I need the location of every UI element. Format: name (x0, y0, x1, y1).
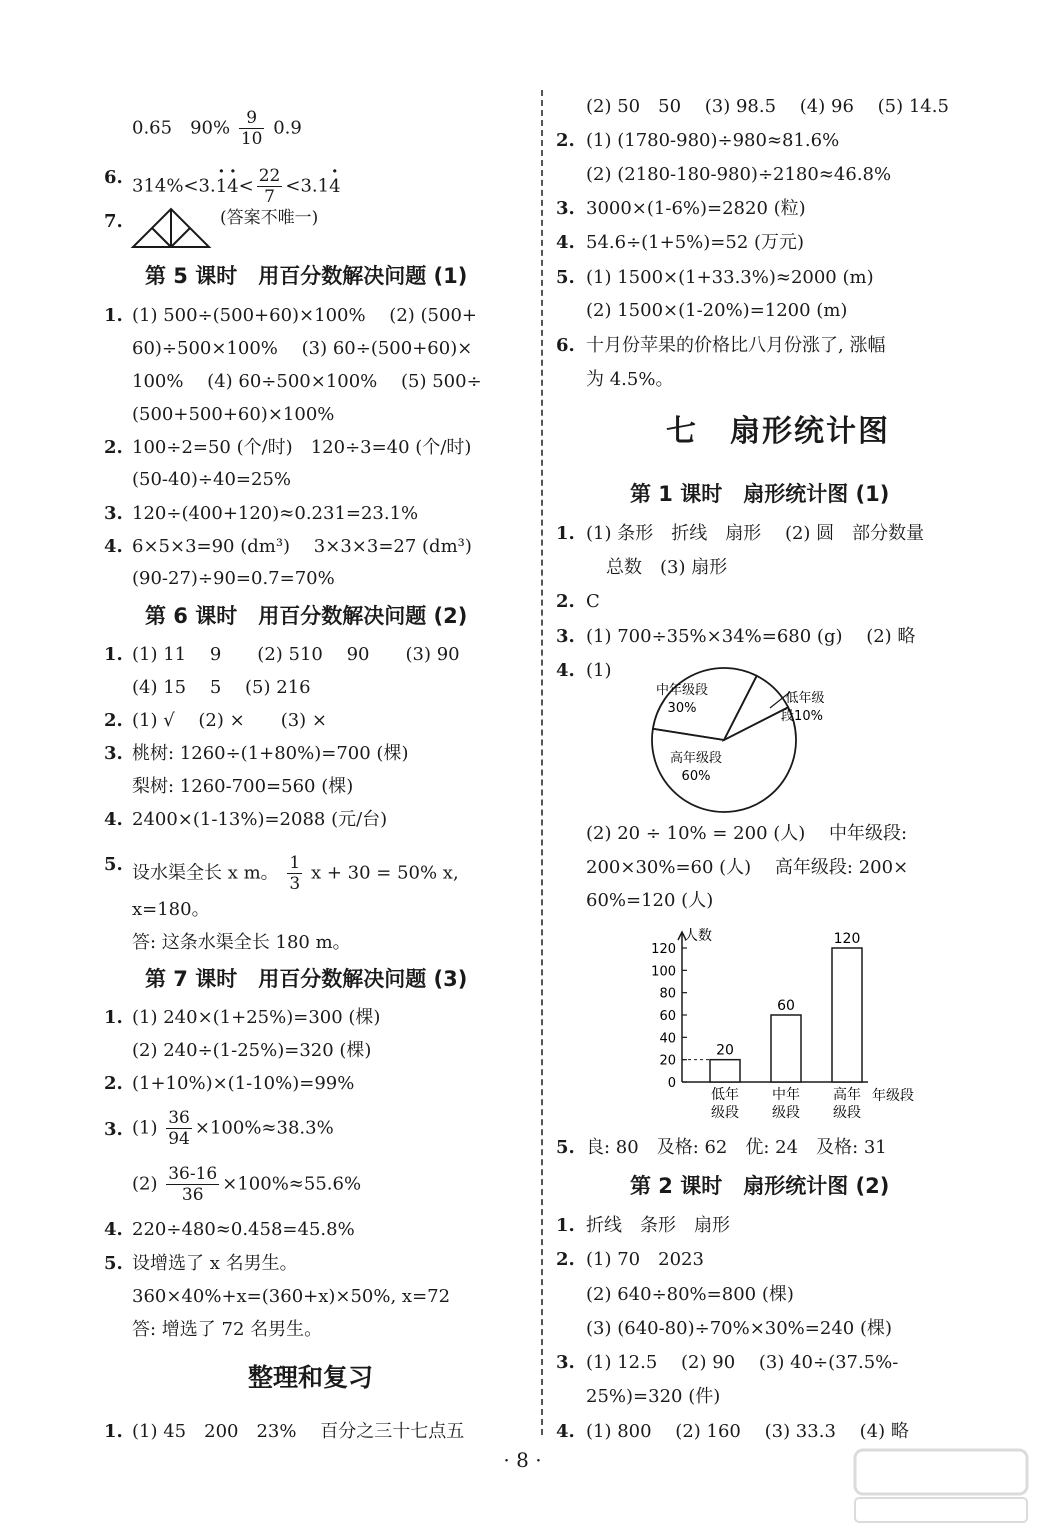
answer-line: (1) 800 (2) 160 (3) 33.3 (4) 略 (586, 1421, 909, 1442)
column-divider (541, 90, 543, 1435)
answer-line: 220÷480≈0.458=45.8% (132, 1219, 355, 1240)
question-number: 2. (556, 591, 575, 612)
answer-line: (1) (586, 660, 612, 681)
answer-line (132, 108, 302, 149)
answer-line: (1+10%)×(1-10%)=99% (132, 1073, 355, 1094)
fraction (166, 1164, 219, 1205)
answer-line: (1) 500÷(500+60)×100% (2) (500+ (132, 305, 477, 326)
question-number: 2. (104, 437, 123, 458)
answer-line: 100% (4) 60÷500×100% (5) 500÷ (132, 371, 482, 392)
question-number: 1. (104, 1007, 123, 1028)
question-number: 5. (104, 854, 123, 875)
answer-line: 200×30%=60 (人) 高年级段: 200× (586, 857, 909, 878)
fraction (239, 108, 265, 149)
pie-slice (724, 676, 788, 740)
answer-line: 设增选了 x 名男生。 (132, 1253, 298, 1274)
question-number: 2. (104, 1073, 123, 1094)
pie-chart (620, 664, 860, 816)
y-tick-label: 120 (651, 942, 676, 957)
question-number: 4. (104, 1219, 123, 1240)
answer-line: (1) 45 200 23% 百分之三十七点五 (132, 1421, 465, 1442)
answer-line: (2) 640÷80%=800 (棵) (586, 1284, 794, 1305)
text: x + 30 = 50% x, (310, 862, 459, 884)
note-text: (答案不唯一) (220, 208, 319, 228)
question-number: 3. (556, 626, 575, 647)
answer-line: (1) 11 9 (2) 510 90 (3) 90 (132, 644, 460, 665)
answer-line: (90-27)÷90=0.7=70% (132, 568, 335, 589)
repeating-digit: · 1 (216, 176, 227, 197)
answer-line: 25%)=320 (件) (586, 1386, 721, 1407)
question-number: 5. (556, 267, 575, 288)
text: ×100%≈38.3% (194, 1117, 334, 1139)
answer-line: (2) 240÷(1-25%)=320 (棵) (132, 1040, 372, 1061)
section-title: 第 1 课时 扇形统计图 (1) (630, 482, 890, 506)
answer-line: (1) (1780-980)÷980≈81.6% (586, 130, 840, 151)
question-number: 2. (104, 710, 123, 731)
text: (1) (132, 1117, 158, 1139)
question-number: 3. (104, 1119, 123, 1140)
answer-line: (3) (640-80)÷70%×30%=240 (棵) (586, 1318, 892, 1339)
question-number: 5. (104, 1253, 123, 1274)
text: 0.9 (273, 117, 302, 139)
question-number: 1. (556, 1215, 575, 1236)
question-number: 3. (104, 503, 123, 524)
question-number: 4. (556, 232, 575, 253)
pie-label-middle: 中年级段 (655, 683, 709, 698)
page-number: · 8 · (503, 1448, 542, 1472)
question-number: 6. (104, 167, 123, 188)
answer-line (132, 853, 459, 894)
answer-line: 2400×(1-13%)=2088 (元/台) (132, 809, 388, 830)
pie-label-high-pct: 60% (681, 769, 711, 784)
question-number: 1. (556, 523, 575, 544)
text: <3.1 (285, 175, 330, 197)
text: 设水渠全长 x m。 (132, 862, 279, 884)
answer-line: 60)÷500×100% (3) 60÷(500+60)× (132, 338, 473, 359)
pie-label-high: 高年级段 (669, 751, 723, 766)
y-tick-label: 40 (659, 1031, 676, 1047)
pie-label-low: 低年级 (785, 691, 825, 706)
answer-line: 良: 80 及格: 62 优: 24 及格: 31 (586, 1137, 887, 1158)
answer-line: (2) 20 ÷ 10% = 200 (人) 中年级段: (586, 823, 908, 844)
question-number: 2. (556, 130, 575, 151)
question-number: 6. (556, 335, 575, 356)
x-axis-label: 年级段 (872, 1088, 914, 1104)
y-tick-label: 80 (659, 986, 676, 1002)
answer-line: (1) 1500×(1+33.3%)≈2000 (m) (586, 267, 874, 288)
question-number: 4. (556, 1421, 575, 1442)
y-tick-label: 60 (659, 1009, 676, 1024)
answer-line: 100÷2=50 (个/时) 120÷3=40 (个/时) (132, 437, 472, 458)
bar (771, 1015, 801, 1082)
text: ×100%≈55.6% (222, 1173, 362, 1195)
answer-line: (2) 1500×(1-20%)=1200 (m) (586, 300, 848, 321)
unit-title: 七 扇形统计图 (666, 414, 890, 449)
fraction-den: 7 (264, 187, 275, 207)
answer-line: (50-40)÷40=25% (132, 469, 292, 490)
section-title: 第 2 课时 扇形统计图 (2) (630, 1174, 890, 1198)
section-title: 第 6 课时 用百分数解决问题 (2) (145, 604, 468, 628)
answer-line: 120÷(400+120)≈0.231=23.1% (132, 503, 419, 524)
bar-chart (640, 922, 930, 1127)
fraction (287, 853, 302, 894)
question-number: 1. (104, 644, 123, 665)
answer-line: (1) 12.5 (2) 90 (3) 40÷(37.5%- (586, 1352, 899, 1373)
pie-label-low-pct: 段10% (781, 709, 823, 724)
y-tick-label: 0 (667, 1076, 676, 1091)
section-title: 第 7 课时 用百分数解决问题 (3) (145, 967, 468, 991)
question-number: 3. (104, 743, 123, 764)
bar-value-label: 120 (833, 931, 861, 947)
question-number: 3. (556, 1352, 575, 1373)
answer-line: x=180。 (132, 899, 210, 920)
category-label-line2: 级段 (772, 1105, 800, 1121)
answer-line: 为 4.5%。 (586, 369, 674, 390)
question-number: 4. (104, 536, 123, 557)
fraction-num: 22 (258, 166, 281, 186)
category-label: 中年 (772, 1087, 800, 1103)
bar-value-label: 20 (716, 1042, 734, 1059)
watermark-logo (851, 1446, 1031, 1526)
category-label: 高年 (833, 1087, 861, 1103)
fraction (166, 1108, 192, 1149)
answer-line (132, 1108, 334, 1149)
fraction-num: 36-16 (168, 1164, 218, 1184)
answer-line (132, 166, 341, 207)
category-label-line2: 级段 (833, 1105, 861, 1121)
answer-line: 3000×(1-6%)=2820 (粒) (586, 198, 806, 219)
answer-line: 梨树: 1260-700=560 (棵) (132, 776, 354, 797)
text: 314%<3. (132, 175, 216, 197)
answer-line: (4) 15 5 (5) 216 (132, 677, 311, 698)
fraction-den: 10 (240, 129, 263, 149)
question-number: 5. (556, 1137, 575, 1158)
answer-line: C (586, 591, 600, 612)
category-label: 低年 (711, 1087, 739, 1103)
question-number: 2. (556, 1249, 575, 1270)
text: < (238, 175, 254, 197)
y-tick-label: 20 (659, 1053, 676, 1069)
fraction-den: 94 (168, 1129, 190, 1149)
fraction-num: 1 (289, 853, 301, 873)
answer-line: (2) (2180-180-980)÷2180≈46.8% (586, 164, 892, 185)
answer-line: 总数 (3) 扇形 (606, 557, 728, 578)
text: (2) (132, 1173, 158, 1195)
answer-line: (1) 条形 折线 扇形 (2) 圆 部分数量 (586, 523, 925, 544)
answer-line: (1) √ (2) × (3) × (132, 710, 328, 731)
answer-line: 答: 这条水渠全长 180 m。 (132, 932, 351, 953)
answer-line: (1) 700÷35%×34%=680 (g) (2) 略 (586, 626, 916, 647)
answer-line: (500+500+60)×100% (132, 404, 335, 425)
answer-line: (1) 70 2023 (586, 1249, 704, 1270)
answer-line: 折线 条形 扇形 (586, 1215, 730, 1236)
category-label-line2: 级段 (711, 1105, 739, 1121)
fraction-den: 36 (181, 1185, 204, 1205)
text: 0.65 90% (132, 117, 231, 139)
question-number: 7. (104, 211, 123, 232)
chapter-title: 整理和复习 (248, 1363, 374, 1392)
fraction-num: 9 (239, 108, 265, 129)
question-number: 1. (104, 1421, 123, 1442)
answer-line: 54.6÷(1+5%)=52 (万元) (586, 232, 805, 253)
answer-line: 桃树: 1260÷(1+80%)=700 (棵) (132, 743, 409, 764)
answer-line: (1) 240×(1+25%)=300 (棵) (132, 1007, 381, 1028)
pie-label-middle-pct: 30% (667, 701, 697, 716)
answer-line: 十月份苹果的价格比八月份涨了, 涨幅 (586, 335, 886, 356)
question-number: 4. (104, 809, 123, 830)
answer-line: 60%=120 (人) (586, 890, 714, 911)
bar (832, 948, 862, 1082)
repeating-digit: · 4 (227, 176, 238, 197)
question-number: 1. (104, 305, 123, 326)
answer-line: 6×5×3=90 (dm³) 3×3×3=27 (dm³) (132, 536, 472, 557)
triangle-figure (130, 206, 212, 250)
fraction (257, 166, 283, 207)
y-axis-label: 人数 (684, 928, 712, 944)
fraction-num: 36 (168, 1108, 190, 1128)
answer-line: 答: 增选了 72 名男生。 (132, 1319, 323, 1340)
answer-line: 360×40%+x=(360+x)×50%, x=72 (132, 1286, 451, 1307)
question-number: 4. (556, 660, 575, 681)
bar (710, 1060, 740, 1082)
y-tick-label: 100 (651, 964, 676, 980)
section-title: 第 5 课时 用百分数解决问题 (1) (145, 264, 468, 288)
bar-value-label: 60 (777, 998, 795, 1014)
fraction-den: 3 (289, 874, 301, 894)
answer-line: (2) 50 50 (3) 98.5 (4) 96 (5) 14.5 (586, 96, 949, 117)
question-number: 3. (556, 198, 575, 219)
answer-line (132, 1164, 361, 1205)
repeating-digit: · 4 (329, 176, 340, 197)
